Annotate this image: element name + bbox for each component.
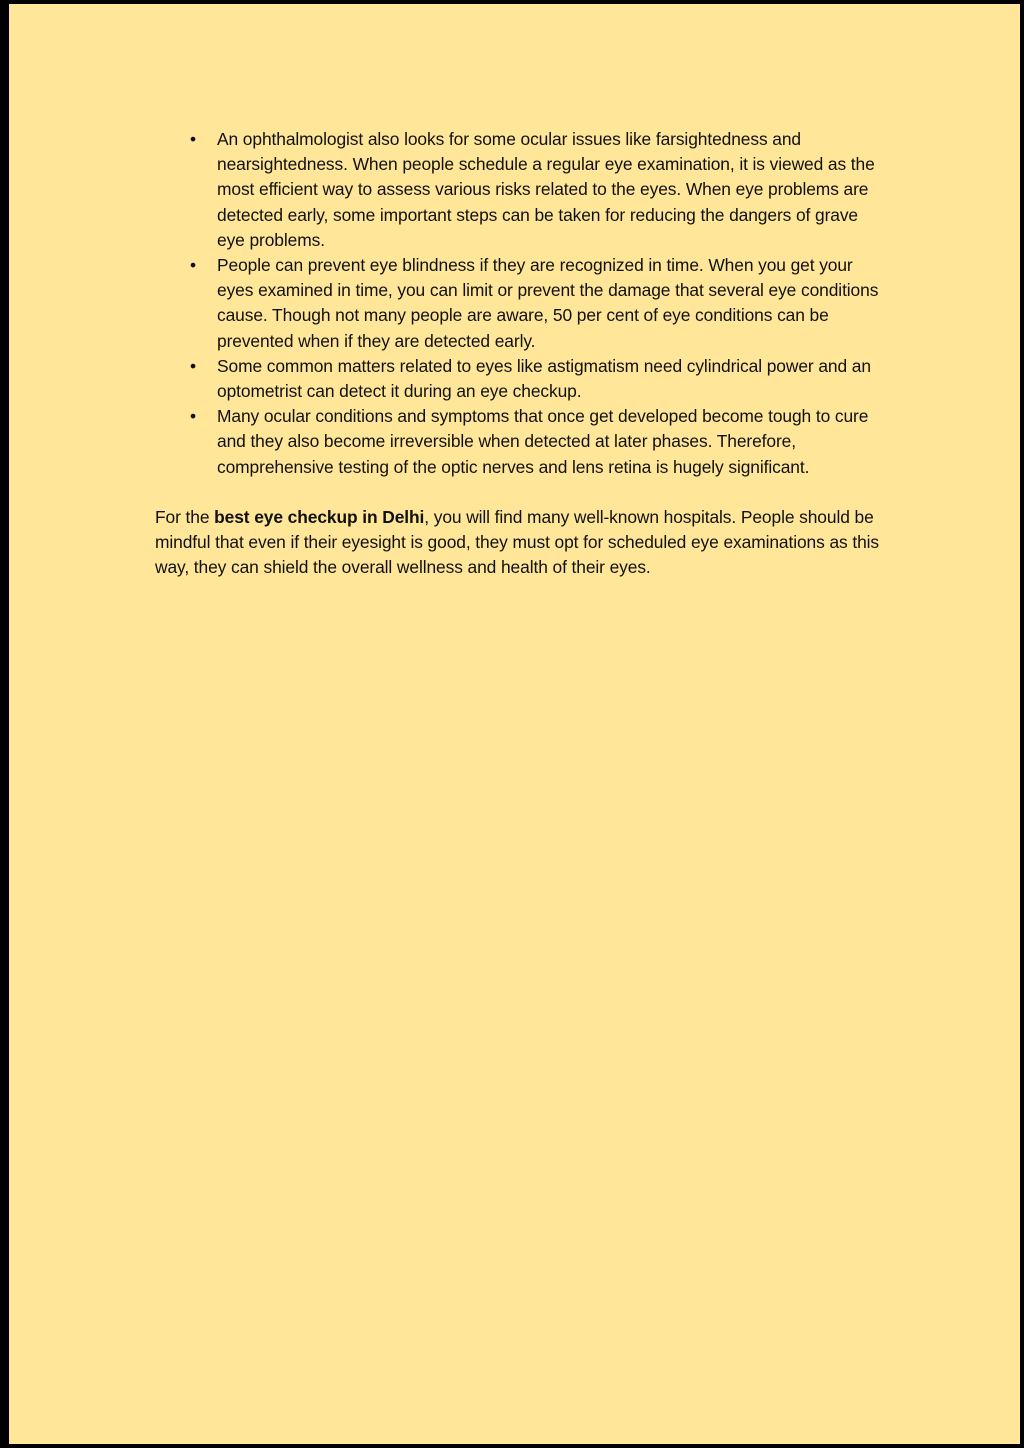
closing-keyword: best eye checkup in Delhi: [214, 506, 425, 527]
list-item-text: An ophthalmologist also looks for some ocular issues like farsightedness and nearsightedness. When people schedule a regular eye examination, it is viewed as the most efficient way to assess various risks related to the eyes. When eye problems are detected early, some important steps can be taken for reducing the dangers of grave eye problems.: [217, 129, 875, 250]
closing-paragraph: [155, 505, 885, 581]
list-item: [155, 253, 885, 354]
list-item-text: Some common matters related to eyes like astigmatism need cylindrical power and an optometrist can detect it during an eye checkup.: [217, 355, 871, 402]
list-item: [155, 404, 885, 480]
closing-suffix: , you will find many well-known hospitals. People should be mindful that even if their eyesight is good, they must opt for scheduled eye examinations as this way, they can shield the overall wellness and health of their eyes.: [155, 506, 880, 578]
page-content: [155, 127, 885, 598]
bullet-icon: •: [190, 255, 196, 276]
list-item-text: People can prevent eye blindness if they are recognized in time. When you get your eyes examined in time, you can limit or prevent the damage that several eye conditions cause. Though not many people are aware, 50 per cent of eye conditions can be prevented when if they are detected early.: [217, 255, 879, 351]
list-item: [155, 354, 885, 404]
closing-prefix: For the: [155, 506, 215, 527]
bullet-list: [155, 127, 885, 480]
list-item-text: Many ocular conditions and symptoms that once get developed become tough to cure and they also become irreversible when detected at later phases. Therefore, comprehensive testing of the optic nerves and lens retina is hugely significant.: [217, 406, 869, 477]
bullet-icon: •: [190, 355, 196, 376]
list-item: [155, 127, 885, 253]
bullet-icon: •: [190, 406, 196, 427]
bullet-icon: •: [190, 129, 196, 149]
